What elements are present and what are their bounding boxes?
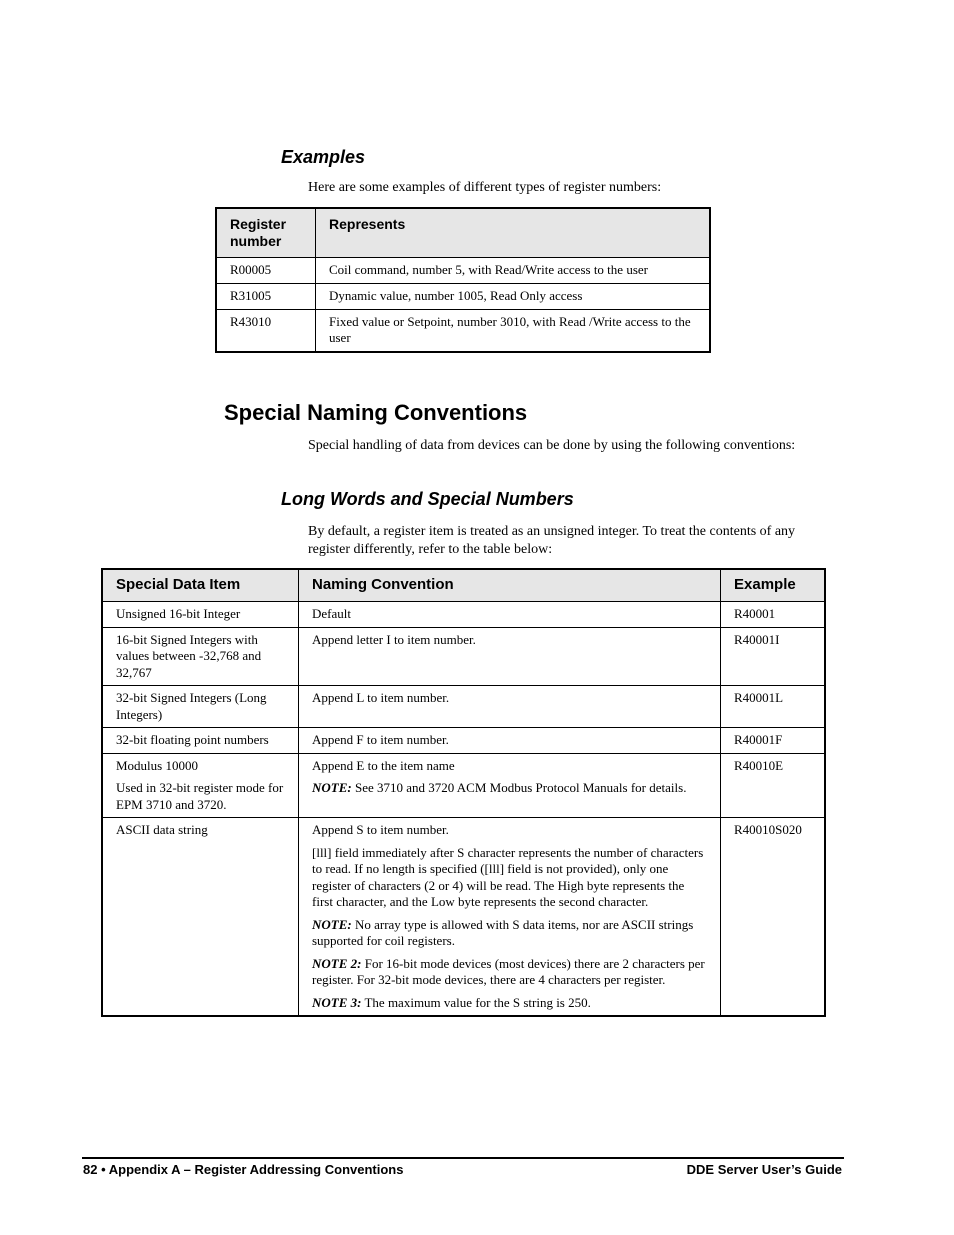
item-paragraph: 32-bit Signed Integers (Long Integers) (116, 690, 267, 722)
convention-text: No array type is allowed with S data items, nor are ASCII strings supported for coil registers. (312, 916, 694, 948)
examples-intro: Here are some examples of different types of register numbers: (308, 180, 662, 195)
example-cell: R40001L (721, 686, 826, 728)
table-row (216, 310, 710, 353)
table-row (102, 818, 825, 1017)
convention-text: For 16-bit mode devices (most devices) there are 2 characters per register. For 32-bit mode devices, there are 4 characters per register. (312, 955, 705, 987)
naming-convention-cell (299, 686, 721, 728)
special-data-item-cell (102, 602, 299, 628)
long-words-heading: Long Words and Special Numbers (281, 489, 574, 509)
table-row (216, 284, 710, 310)
item-paragraph: Used in 32-bit register mode for EPM 3710 and 3720. (116, 780, 284, 812)
footer-guide-title: DDE Server User’s Guide (686, 1162, 842, 1177)
special-data-table-body (102, 602, 825, 1017)
convention-paragraph (312, 822, 707, 839)
example-cell: R40001F (721, 728, 826, 754)
examples-heading: Examples (281, 147, 366, 167)
represents-cell: Dynamic value, number 1005, Read Only access (316, 284, 711, 310)
item-paragraph: Unsigned 16-bit Integer (116, 606, 241, 621)
convention-paragraph (312, 917, 707, 950)
convention-paragraph (312, 780, 707, 797)
example-cell: R40001 (721, 602, 826, 628)
header-represents: Represents (316, 208, 711, 258)
convention-paragraph (312, 845, 707, 911)
convention-text: Append E to the item name (312, 757, 455, 773)
table-row (216, 258, 710, 284)
special-naming-heading: Special Naming Conventions (224, 400, 528, 425)
table-row (102, 728, 825, 754)
special-data-item-cell (102, 686, 299, 728)
convention-paragraph (312, 995, 707, 1012)
table-row (102, 627, 825, 686)
convention-text: Append F to item number. (312, 732, 449, 747)
convention-paragraph (312, 632, 707, 649)
convention-paragraph (312, 758, 707, 775)
footer-rule (82, 1157, 844, 1159)
long-words-intro: By default, a register item is treated as an unsigned integer. To treat the contents of any register differently, refer to the table below: (308, 524, 796, 557)
table-row (102, 686, 825, 728)
register-cell: R31005 (216, 284, 316, 310)
item-paragraph: 32-bit floating point numbers (116, 732, 269, 747)
example-cell: R40010S020 (721, 818, 826, 1017)
register-examples-table (215, 207, 711, 353)
special-data-table (101, 568, 826, 1017)
convention-text: The maximum value for the S string is 250. (361, 994, 591, 1010)
naming-convention-cell (299, 602, 721, 628)
example-cell: R40010E (721, 753, 826, 818)
special-data-item-cell (102, 818, 299, 1017)
register-cell: R43010 (216, 310, 316, 353)
register-cell: R00005 (216, 258, 316, 284)
convention-paragraph (312, 732, 707, 749)
note-label: NOTE 3: (312, 994, 362, 1010)
header-example: Example (721, 569, 826, 602)
note-label: NOTE 2: (312, 955, 362, 971)
represents-cell: Fixed value or Setpoint, number 3010, with Read /Write access to the user (316, 310, 711, 353)
naming-convention-cell (299, 728, 721, 754)
item-paragraph: ASCII data string (116, 822, 208, 837)
item-paragraph: Modulus 10000 (116, 757, 198, 773)
special-data-item-cell (102, 728, 299, 754)
convention-text: Append S to item number. (312, 822, 449, 837)
naming-convention-cell (299, 627, 721, 686)
table-row (102, 753, 825, 818)
convention-paragraph (312, 606, 707, 623)
convention-paragraph (312, 956, 707, 989)
convention-text: Default (312, 606, 351, 621)
special-data-item-cell (102, 627, 299, 686)
convention-text: See 3710 and 3720 ACM Modbus Protocol Manuals for details. (351, 780, 687, 795)
convention-text: Append L to item number. (312, 690, 450, 705)
special-data-item-cell (102, 753, 299, 818)
convention-paragraph (312, 690, 707, 707)
special-naming-intro: Special handling of data from devices can be done by using the following conventions: (308, 438, 796, 453)
header-special-data-item: Special Data Item (102, 569, 299, 602)
table-header-row (216, 208, 710, 258)
table-row (102, 602, 825, 628)
naming-convention-cell (299, 753, 721, 818)
convention-text: Append letter I to item number. (312, 631, 476, 647)
header-register-number: Register number (216, 208, 316, 258)
note-label: NOTE: (312, 916, 352, 932)
represents-cell: Coil command, number 5, with Read/Write access to the user (316, 258, 711, 284)
item-paragraph: 16-bit Signed Integers with values between -32,768 and 32,767 (116, 631, 262, 680)
footer-page-label: 82 • Appendix A – Register Addressing Conventions (83, 1162, 404, 1177)
example-cell: R40001I (721, 627, 826, 686)
naming-convention-cell (299, 818, 721, 1017)
note-label: NOTE: (312, 780, 352, 795)
header-naming-convention: Naming Convention (299, 569, 721, 602)
convention-text: [lll] field immediately after S character represents the number of characters to read. If no length is specified ([lll] field is not provided), only one register of characters (2 or 4) will be read. The High byte represents the first character, and the Low byte represents the second character. (312, 844, 704, 909)
table-header-row (102, 569, 825, 602)
